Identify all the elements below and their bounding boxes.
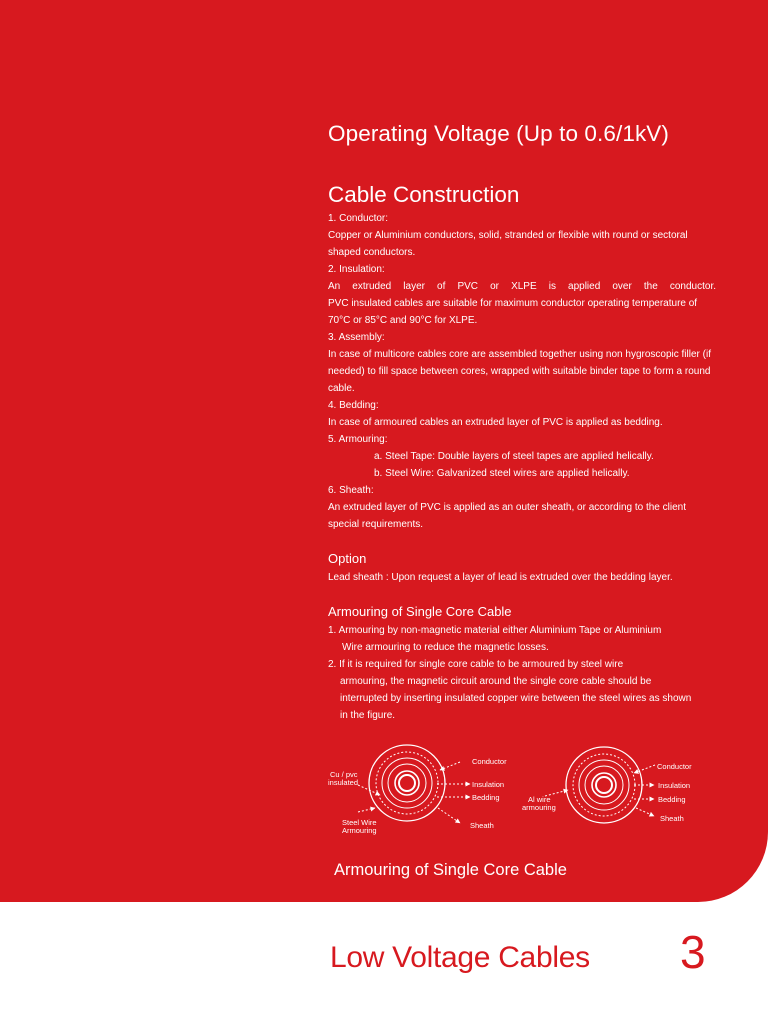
item-text: In case of multicore cables core are assembled together using non hygroscopic filler (if needed) to fill space between cores, wrapped with suitable binder tape to form a round cable. (328, 349, 711, 394)
label-cu-pvc: Cu / pvc (330, 770, 358, 779)
item-text: An extruded layer of PVC or XLPE is applied over the conductor. (328, 281, 716, 292)
construction-list (328, 210, 716, 533)
label-sheath-right: Sheath (660, 814, 684, 823)
item-heading: 3. Assembly: (328, 332, 385, 343)
label-bedding-right: Bedding (658, 795, 686, 804)
page-title: Operating Voltage (Up to 0.6/1kV) (328, 121, 669, 146)
label-armouring: Armouring (342, 826, 377, 835)
item-heading: 1. Conductor: (328, 213, 389, 224)
item-text: PVC insulated cables are suitable for maximum conductor operating temperature of 70°C or 85°C and 90°C for XLPE. (328, 298, 698, 326)
item-heading: 2. Insulation: (328, 264, 385, 275)
armouring-list (328, 622, 718, 724)
construction-title: Cable Construction (328, 182, 520, 207)
page-number: 3 (680, 926, 706, 978)
armouring-title: Armouring of Single Core Cable (328, 604, 512, 619)
al-wire-cable-diagram (522, 747, 692, 823)
list-item: interrupted by inserting insulated copper wire between the steel wires as shown (340, 693, 692, 704)
item-heading: 5. Armouring: (328, 434, 388, 445)
label-conductor: Conductor (472, 757, 507, 766)
steel-wire-cable-diagram (328, 745, 507, 835)
item-text: An extruded layer of PVC is applied as an outer sheath, or according to the client special requirements. (328, 502, 686, 530)
item-subtext: b. Steel Wire: Galvanized steel wires are applied helically. (374, 468, 630, 479)
cable-cross-section-figure (320, 740, 740, 850)
item-heading: 4. Bedding: (328, 400, 379, 411)
option-title: Option (328, 551, 367, 566)
label-al-wire: Al wire (528, 795, 551, 804)
label-insulated: insulated (328, 778, 359, 787)
figure-caption: Armouring of Single Core Cable (334, 861, 567, 879)
label-insulation-right: Insulation (658, 781, 691, 790)
label-insulation: Insulation (472, 780, 505, 789)
label-steel-wire: Steel Wire (342, 818, 377, 827)
label-bedding: Bedding (472, 793, 500, 802)
list-item: 2. If it is required for single core cable to be armoured by steel wire (328, 659, 624, 670)
list-item: 1. Armouring by non-magnetic material either Aluminium Tape or Aluminium (328, 625, 662, 636)
option-text: Lead sheath : Upon request a layer of lead is extruded over the bedding layer. (328, 572, 673, 583)
label-sheath: Sheath (470, 821, 494, 830)
list-item: Wire armouring to reduce the magnetic losses. (342, 642, 549, 653)
label-al-armouring: armouring (522, 803, 556, 812)
item-subtext: a. Steel Tape: Double layers of steel tapes are applied helically. (374, 451, 654, 462)
item-heading: 6. Sheath: (328, 485, 374, 496)
item-text: Copper or Aluminium conductors, solid, stranded or flexible with round or sectoral shaped conductors. (328, 230, 688, 258)
footer-title: Low Voltage Cables (330, 941, 590, 974)
list-item: in the figure. (340, 710, 396, 721)
list-item: armouring, the magnetic circuit around the single core cable should be (340, 676, 652, 687)
label-conductor-right: Conductor (657, 762, 692, 771)
item-text: In case of armoured cables an extruded layer of PVC is applied as bedding. (328, 417, 663, 428)
